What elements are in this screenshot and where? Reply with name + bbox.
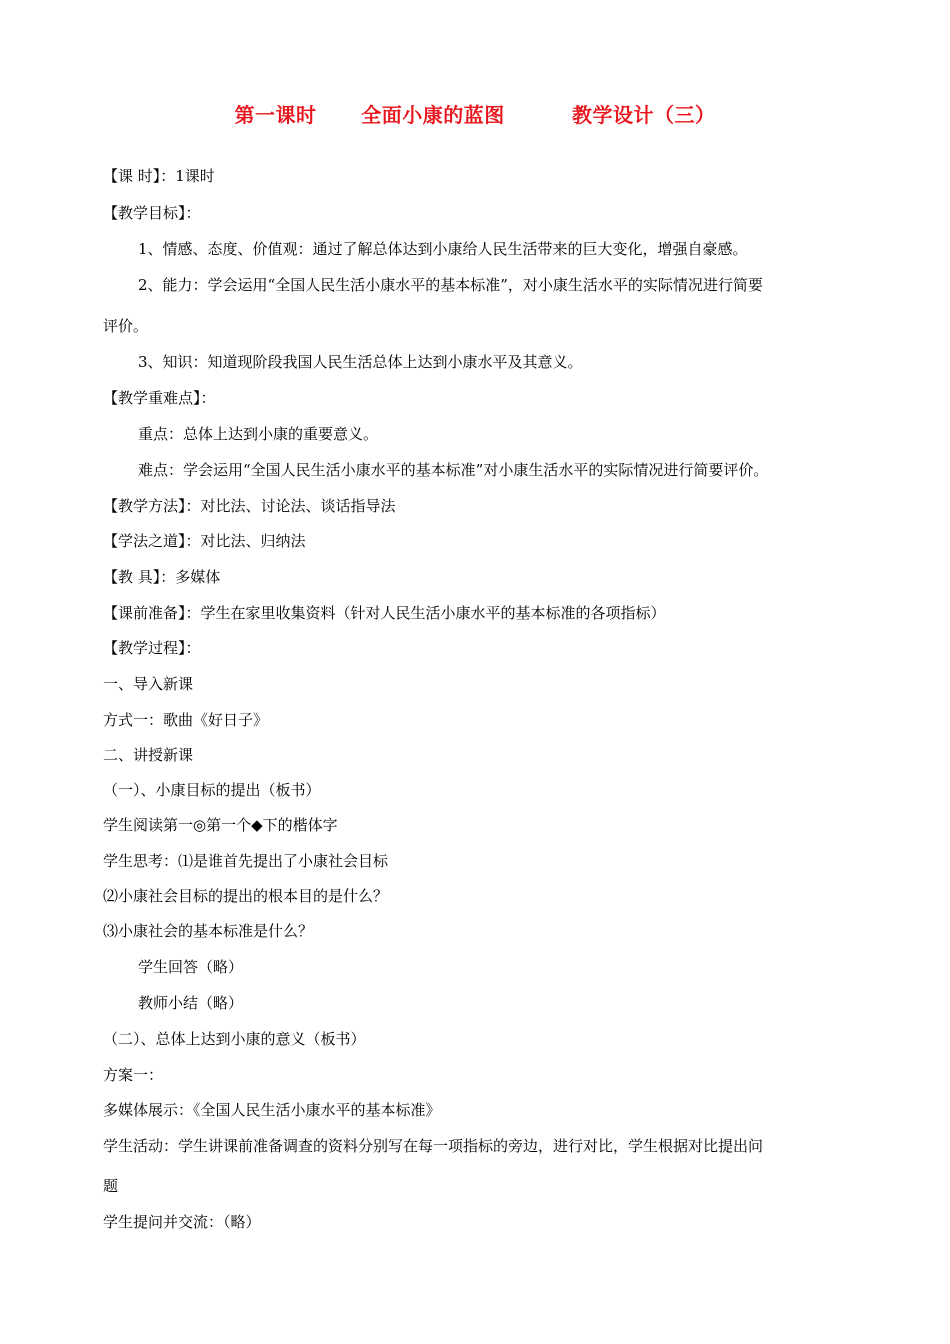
process-heading: 【教学过程】：	[103, 639, 201, 657]
learning-method-line: 【学法之道】：对比法、归纳法	[103, 532, 306, 550]
teaching-goals-heading: 【教学目标】：	[103, 204, 201, 222]
question-three: ⑶小康社会的基本标准是什么？	[103, 922, 314, 940]
section-intro: 一、导入新课	[103, 675, 194, 693]
goal-ability: 2、能力：学会运用“全国人民生活小康水平的基本标准”，对小康生活水平的实际情况进行简要	[138, 276, 763, 294]
preparation-line: 【课前准备】：学生在家里收集资料（针对人民生活小康水平的基本标准的各项指标）	[103, 604, 666, 622]
document-title: 第一课时 全面小康的蓝图 教学设计（三）	[234, 103, 716, 127]
teaching-method-line: 【教学方法】：对比法、讨论法、谈话指导法	[103, 497, 396, 515]
difficult-point: 难点：学会运用“全国人民生活小康水平的基本标准”对小康生活水平的实际情况进行简要评价。	[138, 461, 769, 479]
student-questions: 学生提问并交流：（略）	[103, 1213, 261, 1231]
goal-knowledge: 3、知识：知道现阶段我国人民生活总体上达到小康水平及其意义。	[138, 353, 583, 371]
question-two: ⑵小康社会目标的提出的根本目的是什么？	[103, 887, 389, 905]
subsection-two: （二）、总体上达到小康的意义（板书）	[103, 1030, 366, 1048]
goal-emotion: 1、情感、态度、价值观：通过了解总体达到小康给人民生活带来的巨大变化，增强自豪感。	[138, 240, 748, 258]
student-activity-continued: 题	[103, 1177, 119, 1195]
plan-one: 方案一：	[103, 1066, 164, 1084]
key-points-heading: 【教学重难点】：	[103, 389, 216, 407]
teacher-summary: 教师小结（略）	[138, 994, 244, 1012]
multimedia-line: 多媒体展示：《全国人民生活小康水平的基本标准》	[103, 1101, 441, 1119]
section-new-lesson: 二、讲授新课	[103, 746, 194, 764]
intro-method: 方式一：歌曲《好日子》	[103, 711, 269, 729]
teaching-tools-line: 【教 具】：多媒体	[103, 568, 221, 586]
class-hours-line: 【课 时】：1课时	[103, 167, 215, 185]
subsection-one: （一）、小康目标的提出（板书）	[103, 781, 321, 799]
key-point: 重点：总体上达到小康的重要意义。	[138, 425, 379, 443]
thinking-line: 学生思考：⑴是谁首先提出了小康社会目标	[103, 852, 389, 870]
reading-line: 学生阅读第一◎第一个◆下的楷体字	[103, 816, 338, 834]
goal-ability-continued: 评价。	[103, 317, 149, 335]
student-activity: 学生活动：学生讲课前准备调查的资料分别写在每一项指标的旁边，进行对比，学生根据对比提出问	[103, 1137, 764, 1155]
student-answer: 学生回答（略）	[138, 958, 244, 976]
